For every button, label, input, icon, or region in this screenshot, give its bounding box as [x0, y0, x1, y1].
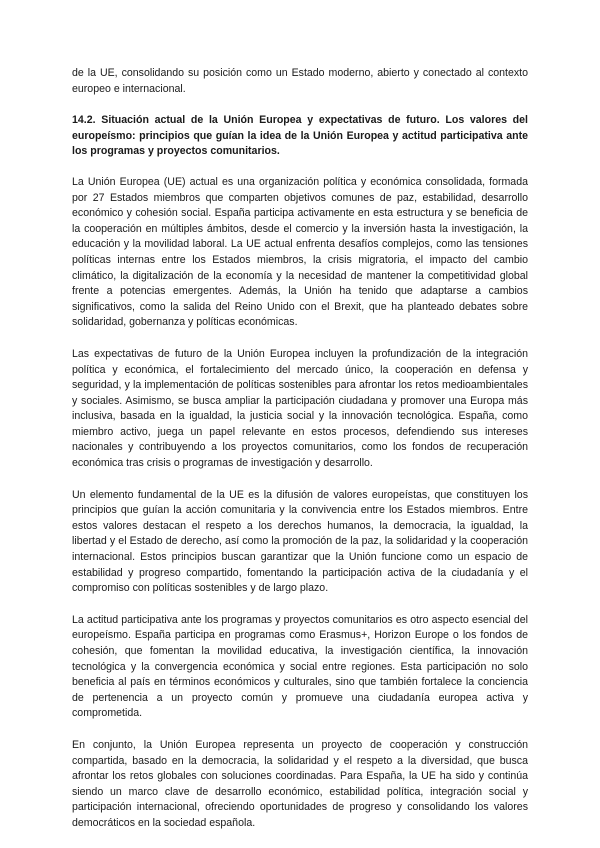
body-paragraph: Las expectativas de futuro de la Unión Europea incluyen la profundización de la integración política y económica, el fortalecimiento del mercado único, la cooperación en defensa y seguridad, y la implementación de políticas sostenibles para afrontar los retos medioambientales y sociales. Asimismo, se busca ampliar la participación ciudadana y promover una Europa más inclusiva, basada en la igualdad, la justicia social y la innovación tecnológica. España, como miembro activo, juega un papel relevante en estos procesos, defendiendo sus intereses nacionales y contribuyendo a los proyectos comunitarios, como los fondos de recuperación económica tras crisis o programas de investigación y desarrollo. — [72, 347, 528, 470]
body-paragraph: En conjunto, la Unión Europea representa un proyecto de cooperación y construcción compartida, basado en la democracia, la solidaridad y el respeto a la diversidad, que busca afrontar los retos globales con soluciones coordinadas. Para España, la UE ha sido y continúa siendo un marco clave de desarrollo económico, estabilidad política, integración social y participación internacional, ofreciendo oportunidades de progreso y consolidando los valores democráticos en la sociedad española. — [72, 738, 528, 829]
section-heading: 14.2. Situación actual de la Unión Europea y expectativas de futuro. Los valores del europeísmo: principios que guían la idea de la Unión Europea y actitud participativa ante los programas y proyectos comunitarios. — [72, 114, 528, 158]
body-paragraph: La Unión Europea (UE) actual es una organización política y económica consolidada, formada por 27 Estados miembros que comparten objetivos comunes de paz, estabilidad, desarrollo económico y cohesión social. España participa activamente en esta estructura y se beneficia de la cooperación en múltiples ámbitos, desde el comercio y la inversión hasta la investigación, la educación y la movilidad laboral. La UE actual enfrenta desafíos complejos, como las tensiones políticas internas entre los Estados miembros, la crisis migratoria, el impacto del cambio climático, la digitalización de la economía y la necesidad de mantener la competitividad global frente a potencias emergentes. Además, la Unión ha tenido que adaptarse a cambios significativos, como la salida del Reino Unido con el Brexit, que ha planteado debates sobre solidaridad, gobernanza y políticas económicas. — [72, 175, 528, 329]
intro-continuation: de la UE, consolidando su posición como un Estado moderno, abierto y conectado al contexto europeo e internacional. — [72, 67, 528, 95]
document-page — [72, 66, 528, 848]
body-paragraph: Un elemento fundamental de la UE es la difusión de valores europeístas, que constituyen los principios que guían la acción comunitaria y la convivencia entre los Estados miembros. Entre estos valores destacan el respeto a los derechos humanos, la democracia, la igualdad, la libertad y el Estado de derecho, así como la promoción de la paz, la solidaridad y la cooperación internacional. Estos principios buscan garantizar que la Unión funcione como un espacio de estabilidad y progreso compartido, fomentando la participación activa de la ciudadanía y el compromiso con políticas sostenibles y de largo plazo. — [72, 488, 528, 595]
body-paragraph: La actitud participativa ante los programas y proyectos comunitarios es otro aspecto esencial del europeísmo. España participa en programas como Erasmus+, Horizon Europe o los fondos de cohesión, que fomentan la movilidad educativa, la investigación científica, la innovación tecnológica y la convergencia económica y social entre regiones. Esta participación no solo beneficia al país en términos económicos y culturales, sino que también fortalece la conciencia de pertenencia a un proyecto común y promueve una ciudadanía europea activa y comprometida. — [72, 613, 528, 720]
